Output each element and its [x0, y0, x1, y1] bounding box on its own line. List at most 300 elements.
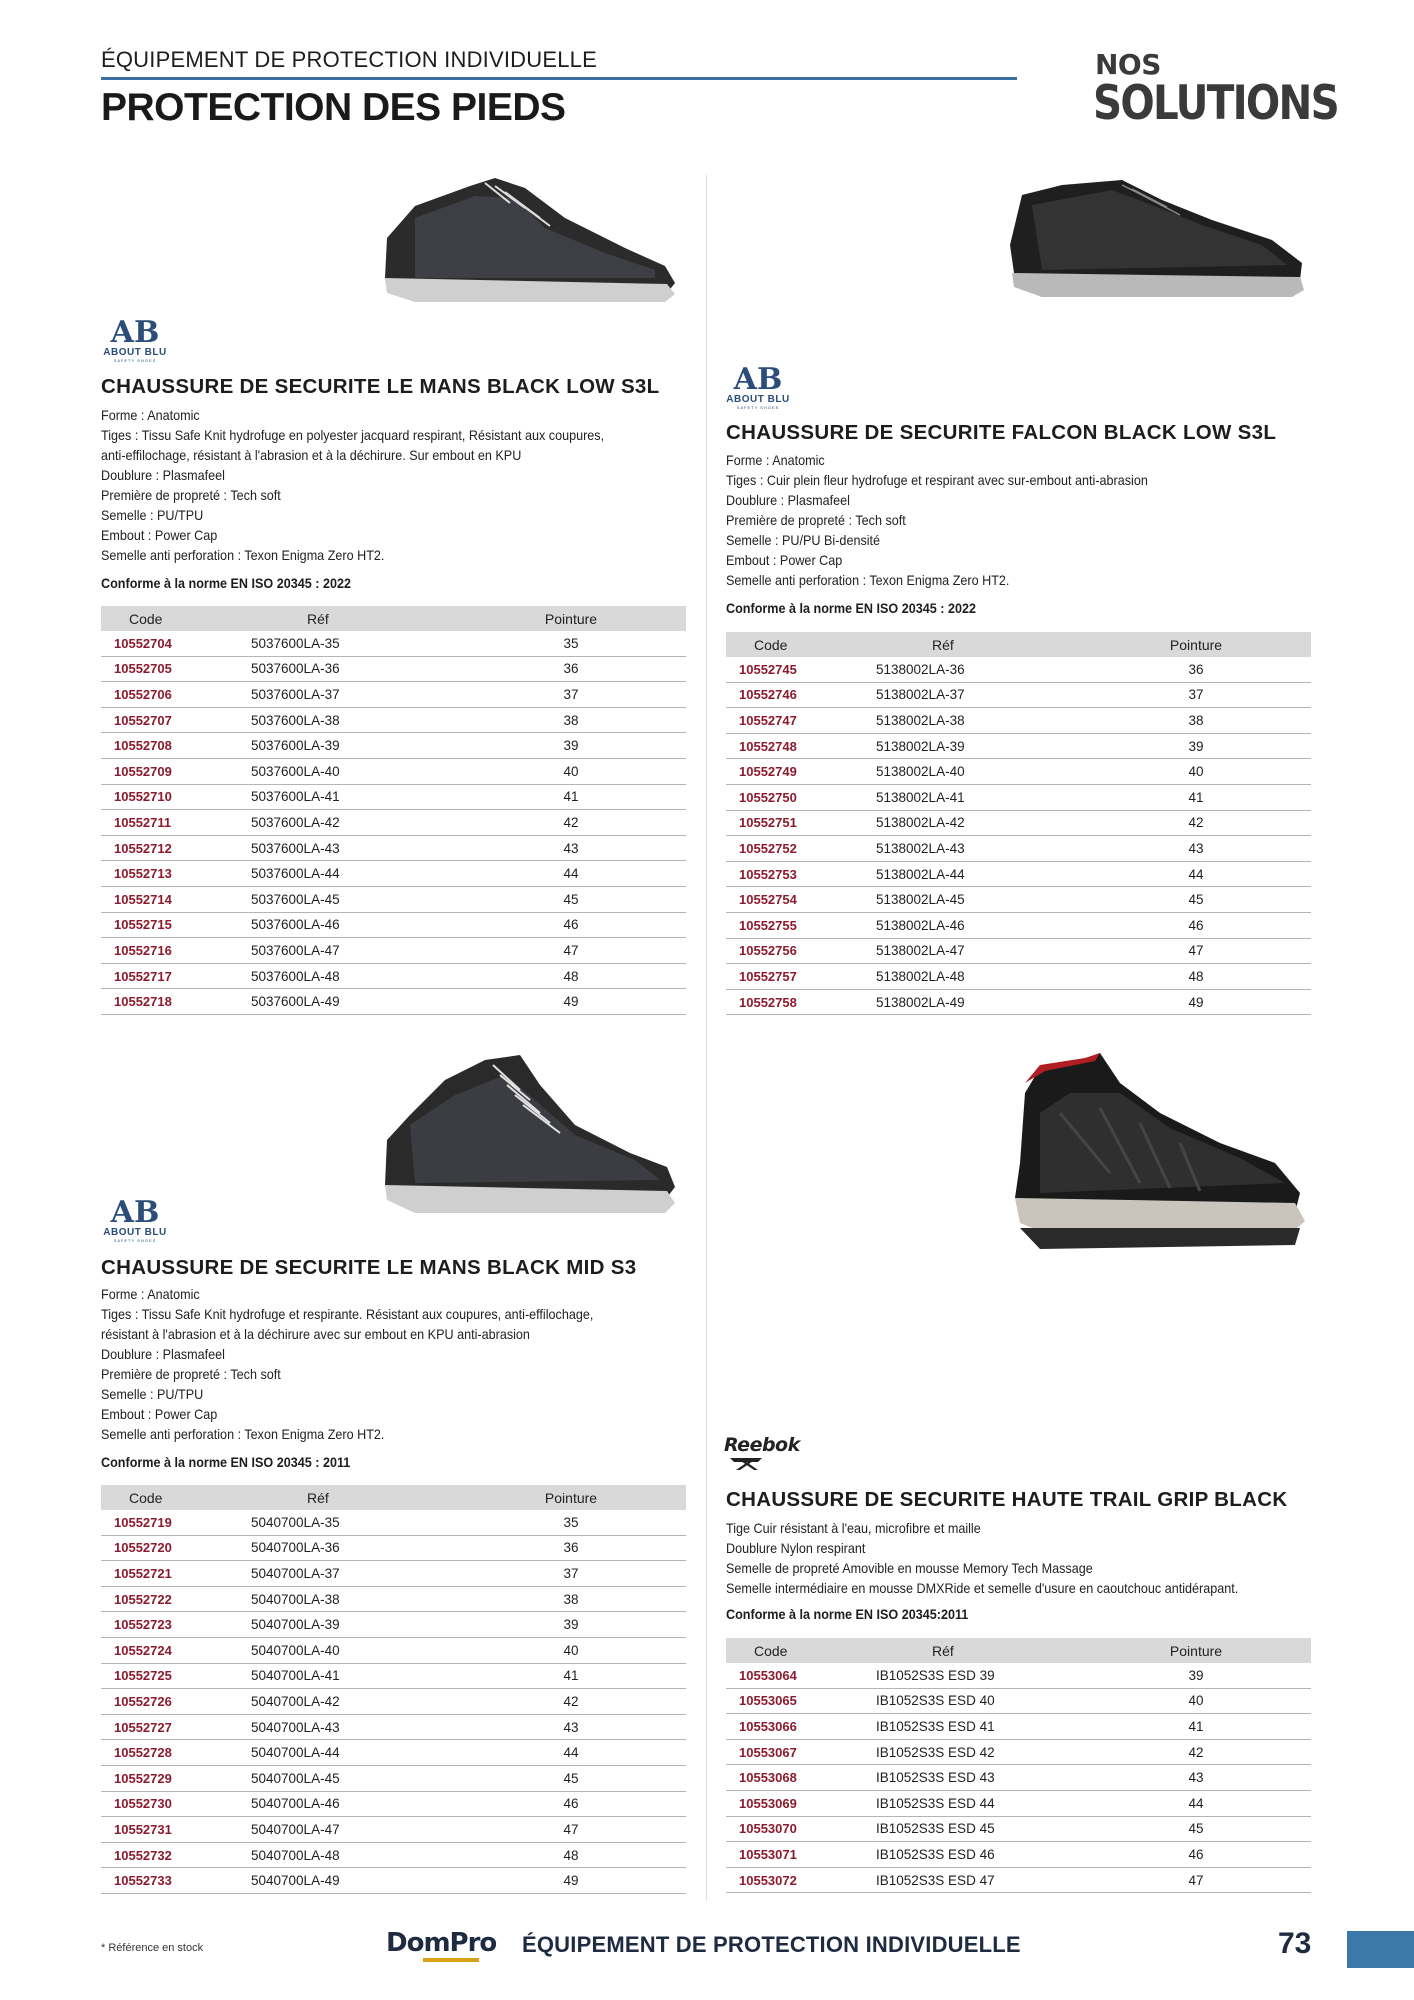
cell-ref: 5138002LA-41 — [876, 789, 965, 805]
table-row — [101, 1817, 686, 1843]
cell-ref: 5040700LA-47 — [251, 1821, 340, 1837]
table-row — [726, 1663, 1311, 1689]
cell-ref: IB1052S3S ESD 40 — [876, 1693, 995, 1709]
cell-ref: 5138002LA-45 — [876, 892, 965, 908]
cell-size: 41 — [1188, 789, 1204, 805]
cell-code: 10552747 — [739, 712, 797, 728]
product-norm: Conforme à la norme EN ISO 20345:2011 — [726, 1606, 969, 1622]
description-line: Doublure : Plasmafeel — [101, 467, 225, 483]
cell-code-wrap — [101, 866, 251, 881]
cell-code-wrap — [101, 1822, 251, 1837]
cell-ref: 5138002LA-46 — [876, 917, 965, 933]
cell-code: 10552751 — [739, 815, 797, 831]
cell-size: 38 — [1188, 712, 1204, 728]
brand-logo-about-blu — [100, 1195, 170, 1243]
description-line: Semelle : PU/TPU — [101, 1386, 204, 1402]
description-line: Doublure : Plasmafeel — [726, 492, 850, 508]
cell-ref: 5037600LA-45 — [251, 891, 340, 907]
description-line: Embout : Power Cap — [726, 552, 843, 568]
description-line: Doublure Nylon respirant — [726, 1540, 866, 1556]
cell-code-wrap — [101, 1745, 251, 1760]
product-title: CHAUSSURE DE SECURITE LE MANS BLACK MID S3 — [101, 1256, 637, 1279]
description-line: Forme : Anatomic — [726, 452, 825, 468]
cell-code: 10552750 — [739, 789, 797, 805]
brand-logo-about-blu — [723, 362, 793, 410]
header-ref: Réf — [307, 610, 329, 627]
description-line: Première de propreté : Tech soft — [101, 1366, 281, 1382]
brand-logo-sub: SAFETY SHOES — [113, 358, 157, 363]
cell-code: 10552749 — [739, 764, 797, 780]
product-table — [726, 632, 1311, 1015]
cell-size: 42 — [1188, 1744, 1204, 1760]
table-row — [101, 836, 686, 862]
cell-size: 46 — [1188, 917, 1204, 933]
cell-code-wrap — [101, 713, 251, 728]
cell-ref: 5040700LA-48 — [251, 1847, 340, 1863]
badge-solutions: SOLUTIONS — [1093, 76, 1339, 131]
cell-size: 47 — [1188, 943, 1204, 959]
cell-ref: 5037600LA-42 — [251, 814, 340, 830]
cell-ref: 5040700LA-38 — [251, 1591, 340, 1607]
cell-code-wrap — [101, 1668, 251, 1683]
description-line: Semelle : PU/TPU — [101, 507, 204, 523]
cell-code: 10552730 — [114, 1796, 172, 1812]
cell-size: 49 — [563, 994, 579, 1010]
table-row — [101, 1612, 686, 1638]
table-row — [101, 785, 686, 811]
dompro-logo-pro: Pro — [449, 1928, 497, 1958]
cell-code: 10552724 — [114, 1642, 172, 1658]
cell-code-wrap — [726, 943, 876, 958]
cell-code: 10552726 — [114, 1693, 172, 1709]
cell-ref: 5040700LA-36 — [251, 1540, 340, 1556]
table-row — [101, 1664, 686, 1690]
cell-code: 10553070 — [739, 1821, 797, 1837]
header-ref: Réf — [932, 636, 954, 653]
cell-size: 46 — [1188, 1846, 1204, 1862]
cell-code-wrap — [101, 636, 251, 651]
cell-code: 10553066 — [739, 1718, 797, 1734]
cell-size: 45 — [1188, 892, 1204, 908]
table-row — [726, 1740, 1311, 1766]
table-row — [101, 964, 686, 990]
cell-ref: 5037600LA-40 — [251, 763, 340, 779]
table-row — [726, 913, 1311, 939]
table-row — [726, 836, 1311, 862]
cell-ref: 5040700LA-37 — [251, 1565, 340, 1581]
cell-size: 47 — [563, 1821, 579, 1837]
product-title: CHAUSSURE DE SECURITE LE MANS BLACK LOW S3L — [101, 375, 660, 398]
cell-code-wrap — [101, 969, 251, 984]
header-code: Code — [754, 636, 788, 653]
cell-ref: 5037600LA-36 — [251, 661, 340, 677]
cell-code: 10552708 — [114, 738, 172, 754]
cell-size: 36 — [563, 1540, 579, 1556]
header-code: Code — [754, 1642, 788, 1659]
cell-code: 10552709 — [114, 763, 172, 779]
cell-size: 37 — [1188, 687, 1204, 703]
shoe-image-falcon-low — [1002, 175, 1308, 305]
cell-code: 10552756 — [739, 943, 797, 959]
table-row — [726, 1714, 1311, 1740]
cell-size: 42 — [563, 1693, 579, 1709]
table-row — [726, 1868, 1311, 1894]
dompro-logo-underline — [423, 1958, 479, 1962]
table-row — [101, 1510, 686, 1536]
footer-note: * Référence en stock — [101, 1942, 204, 1954]
cell-code: 10552758 — [739, 994, 797, 1010]
table-row — [726, 1817, 1311, 1843]
cell-size: 43 — [563, 840, 579, 856]
description-line: Forme : Anatomic — [101, 1286, 200, 1302]
cell-code-wrap — [726, 1873, 876, 1888]
cell-code: 10552723 — [114, 1617, 172, 1633]
description-line: Doublure : Plasmafeel — [101, 1346, 225, 1362]
table-row — [726, 683, 1311, 709]
product-description — [726, 1518, 1311, 1598]
cell-code-wrap — [101, 892, 251, 907]
cell-ref: 5037600LA-47 — [251, 942, 340, 958]
product-table — [101, 606, 686, 1015]
cell-size: 37 — [563, 1565, 579, 1581]
cell-code: 10553064 — [739, 1667, 797, 1683]
cell-code: 10552732 — [114, 1847, 172, 1863]
cell-code: 10552733 — [114, 1873, 172, 1889]
table-row — [101, 861, 686, 887]
cell-code: 10552719 — [114, 1514, 172, 1530]
cell-size: 40 — [563, 1642, 579, 1658]
cell-size: 42 — [563, 814, 579, 830]
cell-code-wrap — [101, 841, 251, 856]
cell-ref: IB1052S3S ESD 42 — [876, 1744, 995, 1760]
cell-size: 41 — [563, 789, 579, 805]
cell-code: 10552707 — [114, 712, 172, 728]
table-row — [101, 708, 686, 734]
cell-ref: 5138002LA-48 — [876, 968, 965, 984]
cell-code: 10552755 — [739, 917, 797, 933]
table-row — [101, 1843, 686, 1869]
cell-size: 35 — [563, 635, 579, 651]
cell-ref: IB1052S3S ESD 47 — [876, 1872, 995, 1888]
cell-code: 10552714 — [114, 891, 172, 907]
cell-ref: 5040700LA-46 — [251, 1796, 340, 1812]
cell-ref: 5037600LA-35 — [251, 635, 340, 651]
cell-code: 10553068 — [739, 1770, 797, 1786]
cell-size: 41 — [1188, 1718, 1204, 1734]
cell-code-wrap — [726, 995, 876, 1010]
cell-size: 48 — [563, 1847, 579, 1863]
cell-size: 40 — [1188, 1693, 1204, 1709]
cell-ref: 5040700LA-40 — [251, 1642, 340, 1658]
cell-code: 10552712 — [114, 840, 172, 856]
description-line: Semelle anti perforation : Texon Enigma Zero HT2. — [726, 572, 1010, 588]
header-category: ÉQUIPEMENT DE PROTECTION INDIVIDUELLE — [101, 47, 597, 72]
cell-ref: 5037600LA-43 — [251, 840, 340, 856]
description-line: Embout : Power Cap — [101, 527, 218, 543]
cell-ref: 5040700LA-39 — [251, 1617, 340, 1633]
cell-code-wrap — [101, 764, 251, 779]
cell-code-wrap — [726, 1719, 876, 1734]
cell-code: 10552711 — [114, 814, 172, 830]
cell-code: 10552710 — [114, 789, 172, 805]
footer-category: ÉQUIPEMENT DE PROTECTION INDIVIDUELLE — [522, 1932, 1021, 1957]
cell-ref: 5040700LA-45 — [251, 1770, 340, 1786]
table-row — [101, 657, 686, 683]
shoe-image-trail-grip — [1000, 1053, 1310, 1253]
table-row — [101, 1561, 686, 1587]
cell-code: 10552713 — [114, 866, 172, 882]
description-line: Semelle intermédiaire en mousse DMXRide et semelle d'usure en caoutchouc antidérapant. — [726, 1580, 1239, 1596]
product-norm: Conforme à la norme EN ISO 20345 : 2022 — [726, 600, 977, 616]
cell-code: 10553072 — [739, 1872, 797, 1888]
cell-code: 10553069 — [739, 1795, 797, 1811]
cell-code-wrap — [101, 943, 251, 958]
cell-code-wrap — [101, 1515, 251, 1530]
cell-ref: 5138002LA-47 — [876, 943, 965, 959]
cell-code-wrap — [726, 739, 876, 754]
description-line: Tiges : Tissu Safe Knit hydrofuge et respirante. Résistant aux coupures, anti-effilochage, — [101, 1306, 594, 1322]
table-row — [101, 1536, 686, 1562]
table-row — [101, 1587, 686, 1613]
cell-code-wrap — [726, 1847, 876, 1862]
cell-code-wrap — [101, 815, 251, 830]
table-header — [726, 1638, 1311, 1663]
table-row — [726, 939, 1311, 965]
cell-size: 41 — [563, 1668, 579, 1684]
cell-ref: 5138002LA-38 — [876, 712, 965, 728]
page-title: PROTECTION DES PIEDS — [101, 86, 566, 129]
product-table — [101, 1485, 686, 1894]
cell-size: 48 — [1188, 968, 1204, 984]
cell-size: 36 — [563, 661, 579, 677]
cell-code-wrap — [726, 1796, 876, 1811]
cell-code-wrap — [726, 815, 876, 830]
cell-code-wrap — [101, 1720, 251, 1735]
table-row — [726, 785, 1311, 811]
cell-ref: 5040700LA-43 — [251, 1719, 340, 1735]
cell-size: 38 — [563, 1591, 579, 1607]
table-row — [726, 862, 1311, 888]
cell-size: 35 — [563, 1514, 579, 1530]
table-row — [726, 990, 1311, 1016]
badge-nos: NOS — [1095, 48, 1161, 81]
cell-size: 37 — [563, 686, 579, 702]
table-row — [101, 1740, 686, 1766]
cell-code: 10552717 — [114, 968, 172, 984]
table-row — [726, 1689, 1311, 1715]
brand-logo-name: Reebok — [724, 1434, 800, 1456]
product-description — [101, 405, 686, 565]
cell-size: 47 — [1188, 1872, 1204, 1888]
page-tab-marker — [1347, 1931, 1414, 1968]
cell-size: 38 — [563, 712, 579, 728]
brand-logo-sub: SAFETY SHOES — [113, 1238, 157, 1243]
cell-code: 10552722 — [114, 1591, 172, 1607]
cell-size: 45 — [563, 891, 579, 907]
shoe-image-le-mans-mid — [375, 1055, 685, 1220]
cell-size: 44 — [1188, 866, 1204, 882]
table-row — [726, 1765, 1311, 1791]
header-ref: Réf — [307, 1489, 329, 1506]
cell-ref: 5138002LA-42 — [876, 815, 965, 831]
cell-code-wrap — [726, 764, 876, 779]
cell-code-wrap — [101, 1796, 251, 1811]
product-title: CHAUSSURE DE SECURITE HAUTE TRAIL GRIP BLACK — [726, 1488, 1288, 1511]
description-line: Première de propreté : Tech soft — [101, 487, 281, 503]
cell-ref: IB1052S3S ESD 46 — [876, 1846, 995, 1862]
cell-ref: 5040700LA-44 — [251, 1745, 340, 1761]
dompro-logo — [386, 1928, 496, 1958]
cell-code-wrap — [101, 1848, 251, 1863]
cell-code: 10552727 — [114, 1719, 172, 1735]
cell-size: 43 — [563, 1719, 579, 1735]
cell-code: 10552745 — [739, 661, 797, 677]
cell-size: 44 — [563, 866, 579, 882]
cell-size: 39 — [1188, 738, 1204, 754]
brand-logo-glyph: AB — [110, 315, 160, 350]
header-code: Code — [129, 1489, 163, 1506]
cell-code-wrap — [726, 687, 876, 702]
table-row — [101, 1766, 686, 1792]
brand-logo-sub: SAFETY SHOES — [736, 405, 780, 410]
description-line: Forme : Anatomic — [101, 407, 200, 423]
cell-code-wrap — [101, 1540, 251, 1555]
cell-code: 10552716 — [114, 942, 172, 958]
cell-code-wrap — [726, 841, 876, 856]
description-line: Semelle : PU/PU Bi-densité — [726, 532, 881, 548]
cell-code-wrap — [101, 1566, 251, 1581]
cell-code: 10552718 — [114, 994, 172, 1010]
brand-logo-name: ABOUT BLU — [103, 347, 167, 358]
cell-code-wrap — [101, 1873, 251, 1888]
cell-code: 10552729 — [114, 1770, 172, 1786]
cell-ref: 5040700LA-35 — [251, 1514, 340, 1530]
product-title: CHAUSSURE DE SECURITE FALCON BLACK LOW S3L — [726, 421, 1277, 444]
cell-code: 10552704 — [114, 635, 172, 651]
description-line: Semelle de propreté Amovible en mousse Memory Tech Massage — [726, 1560, 1093, 1576]
cell-code-wrap — [726, 867, 876, 882]
cell-size: 39 — [1188, 1667, 1204, 1683]
header-size: Pointure — [1169, 636, 1223, 653]
table-row — [726, 759, 1311, 785]
cell-code-wrap — [101, 687, 251, 702]
cell-size: 49 — [563, 1873, 579, 1889]
cell-code-wrap — [726, 662, 876, 677]
table-row — [101, 887, 686, 913]
header-ref: Réf — [932, 1642, 954, 1659]
cell-ref: 5037600LA-49 — [251, 994, 340, 1010]
cell-ref: 5138002LA-44 — [876, 866, 965, 882]
cell-ref: 5040700LA-49 — [251, 1873, 340, 1889]
description-line: Tiges : Cuir plein fleur hydrofuge et respirant avec sur-embout anti-abrasion — [726, 472, 1148, 488]
table-row — [101, 1868, 686, 1894]
cell-code-wrap — [101, 1617, 251, 1632]
cell-size: 44 — [563, 1745, 579, 1761]
header-rule — [101, 77, 1017, 80]
description-line: Première de propreté : Tech soft — [726, 512, 906, 528]
cell-ref: 5138002LA-39 — [876, 738, 965, 754]
cell-ref: IB1052S3S ESD 44 — [876, 1795, 995, 1811]
cell-ref: IB1052S3S ESD 45 — [876, 1821, 995, 1837]
cell-code: 10552715 — [114, 917, 172, 933]
table-row — [101, 1638, 686, 1664]
cell-code-wrap — [101, 661, 251, 676]
cell-code-wrap — [726, 713, 876, 728]
brand-logo-name: ABOUT BLU — [726, 394, 790, 405]
cell-ref: 5037600LA-38 — [251, 712, 340, 728]
shoe-image-le-mans-low — [375, 178, 685, 308]
header-size: Pointure — [544, 610, 598, 627]
cell-size: 36 — [1188, 661, 1204, 677]
table-row — [101, 733, 686, 759]
cell-code: 10552748 — [739, 738, 797, 754]
cell-size: 46 — [563, 1796, 579, 1812]
brand-logo-reebok — [724, 1434, 800, 1472]
cell-size: 43 — [1188, 840, 1204, 856]
cell-size: 40 — [563, 763, 579, 779]
cell-size: 40 — [1188, 764, 1204, 780]
cell-code-wrap — [101, 789, 251, 804]
cell-code-wrap — [101, 994, 251, 1009]
cell-ref: 5138002LA-43 — [876, 840, 965, 856]
cell-size: 45 — [1188, 1821, 1204, 1837]
cell-ref: 5138002LA-49 — [876, 994, 965, 1010]
cell-size: 39 — [563, 1617, 579, 1633]
cell-code: 10552720 — [114, 1540, 172, 1556]
cell-code: 10553071 — [739, 1846, 797, 1862]
cell-code: 10552725 — [114, 1668, 172, 1684]
table-row — [101, 759, 686, 785]
table-row — [726, 708, 1311, 734]
description-line: Semelle anti perforation : Texon Enigma Zero HT2. — [101, 1426, 385, 1442]
column-divider — [706, 175, 707, 1900]
cell-code: 10553065 — [739, 1693, 797, 1709]
cell-size: 43 — [1188, 1770, 1204, 1786]
page-number: 73 — [1278, 1927, 1312, 1960]
cell-code: 10552752 — [739, 840, 797, 856]
cell-code-wrap — [726, 918, 876, 933]
brand-logo-glyph: AB — [733, 362, 783, 397]
cell-ref: 5138002LA-40 — [876, 764, 965, 780]
cell-ref: 5037600LA-46 — [251, 917, 340, 933]
cell-code: 10552728 — [114, 1745, 172, 1761]
table-row — [101, 989, 686, 1015]
reebok-vector-icon — [728, 1456, 764, 1472]
table-row — [726, 657, 1311, 683]
cell-code-wrap — [726, 1821, 876, 1836]
cell-code-wrap — [726, 1745, 876, 1760]
product-description — [101, 1284, 686, 1444]
cell-ref: 5037600LA-48 — [251, 968, 340, 984]
table-row — [101, 682, 686, 708]
cell-code: 10552754 — [739, 892, 797, 908]
table-row — [101, 1689, 686, 1715]
cell-code-wrap — [101, 1592, 251, 1607]
cell-ref: IB1052S3S ESD 39 — [876, 1667, 995, 1683]
table-row — [726, 964, 1311, 990]
table-row — [726, 887, 1311, 913]
brand-logo-name: ABOUT BLU — [103, 1227, 167, 1238]
cell-size: 49 — [1188, 994, 1204, 1010]
description-line: résistant à l'abrasion et à la déchirure avec sur embout en KPU anti-abrasion — [101, 1326, 530, 1342]
cell-code: 10552746 — [739, 687, 797, 703]
cell-ref: IB1052S3S ESD 41 — [876, 1718, 995, 1734]
cell-code: 10553067 — [739, 1744, 797, 1760]
cell-code: 10552706 — [114, 686, 172, 702]
brand-logo-glyph: AB — [110, 1195, 160, 1230]
cell-size: 47 — [563, 942, 579, 958]
product-norm: Conforme à la norme EN ISO 20345 : 2011 — [101, 1454, 351, 1470]
